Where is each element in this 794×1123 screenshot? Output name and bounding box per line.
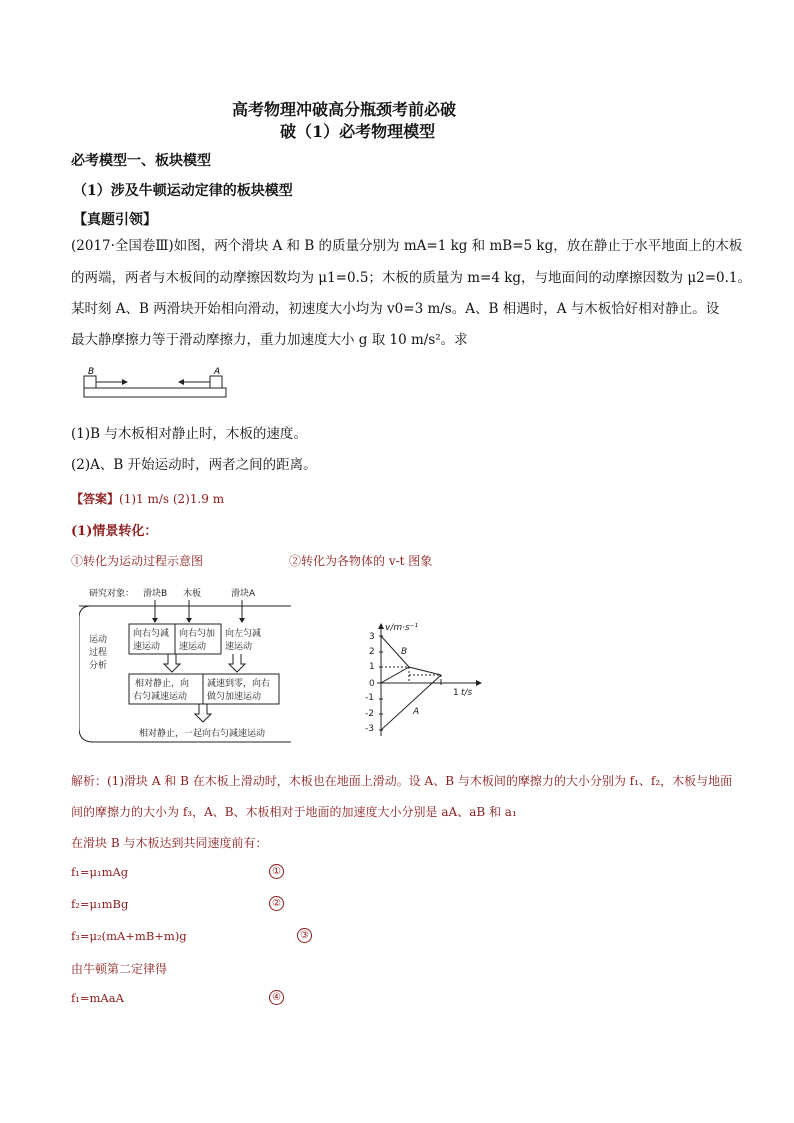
block-b-label: B: [88, 367, 95, 377]
question-1: (1)B 与木板相对静止时，木板的速度。: [71, 426, 307, 442]
answer-line: [71, 490, 224, 507]
equation-3-number: ③: [297, 928, 312, 943]
mid-right-1: 减速到零，向右: [207, 679, 271, 689]
before-common-speed: 在滑块 B 与木板达到共同速度前有：: [71, 836, 268, 850]
equation-2-number: ②: [269, 896, 284, 911]
subsection-heading: （1）涉及牛顿运动定律的板块模型: [73, 183, 293, 199]
title-line-1: 高考物理冲破高分瓶颈考前必破: [232, 100, 457, 119]
board-figure: [82, 365, 232, 405]
vt-ytick-1: 1: [369, 662, 375, 672]
mid-left-2: 右匀减速运动: [133, 692, 188, 702]
vt-line-b: [381, 636, 441, 675]
answer-text: (1)1 m/s (2)1.9 m: [119, 492, 225, 506]
side-label-2: 过程: [89, 648, 108, 658]
board-move-1: 向右匀加: [179, 629, 216, 639]
answer-tag: 【答案】: [71, 492, 120, 506]
vt-graph: [349, 620, 499, 740]
vt-ylabel: v/m·s⁻¹: [385, 623, 419, 633]
problem-line-2: 的两端，两者与木板间的动摩擦因数均为 μ1=0.5；木板的质量为 m=4 kg，与地面间的动摩擦因数为 μ2=0.1。: [71, 270, 751, 286]
b-move-1: 向右匀减: [133, 629, 170, 639]
problem-line-4: 最大静摩擦力等于滑动摩擦力，重力加速度大小 g 取 10 m/s²。求: [71, 332, 468, 348]
vt-ytick-3: 3: [369, 632, 375, 642]
equation-1: f₁=μ₁mAg: [71, 865, 129, 879]
block-a-label: A: [214, 367, 221, 377]
col-b-label: 滑块B: [143, 589, 168, 599]
board-move-2: 速运动: [179, 642, 207, 652]
equation-3: f₃=μ₂(mA+mB+m)g: [71, 929, 187, 943]
analysis-line-1: 解析：(1)滑块 A 和 B 在木板上滑动时，木板也在地面上滑动。设 A、B 与木板间的摩擦力的大小分别为 f₁、f₂，木板与地面: [71, 774, 733, 788]
vt-ytick-m1: -1: [365, 693, 374, 703]
scene-heading: (1)情景转化：: [71, 524, 158, 539]
vt-xtick-1: 1: [453, 688, 459, 698]
motion-process-diagram: [79, 582, 309, 747]
vt-label-b: B: [401, 647, 408, 657]
problem-line-1: (2017·全国卷Ⅲ)如图，两个滑块 A 和 B 的质量分别为 mA=1 kg 和 mB=5 kg，放在静止于水平地面上的木板: [71, 238, 743, 254]
section-heading: 必考模型一、板块模型: [71, 153, 211, 169]
research-label: 研究对象：: [89, 589, 135, 599]
a-move-1: 向左匀减: [225, 629, 262, 639]
mid-right-2: 做匀加速运动: [207, 692, 262, 702]
question-2: (2)A、B 开始运动时，两者之间的距离。: [71, 457, 317, 473]
vt-ytick-0: 0: [369, 679, 375, 689]
side-label-3: 分析: [89, 661, 108, 671]
problem-line-3: 某时刻 A、B 两滑块开始相向滑动，初速度大小均为 v0=3 m/s。A、B 相遇时，A 与木板恰好相对静止。设: [71, 301, 720, 317]
mid-left-1: 相对静止，向: [135, 679, 190, 689]
zhenti-heading: 【真题引领】: [73, 212, 157, 228]
a-move-2: 速运动: [225, 642, 253, 652]
equation-2: f₂=μ₁mBg: [71, 897, 129, 911]
newton-second-law: 由牛顿第二定律得: [71, 962, 168, 976]
vt-label-a: A: [413, 707, 420, 717]
title-line-2: 破（1）必考物理模型: [280, 122, 436, 141]
step-2-label: ②转化为各物体的 v-t 图象: [289, 554, 433, 568]
vt-ytick-2: 2: [369, 647, 375, 657]
equation-4-number: ④: [269, 990, 284, 1005]
vt-line-board: [381, 667, 409, 683]
col-board-label: 木板: [183, 589, 202, 599]
vt-ytick-m2: -2: [365, 709, 374, 719]
b-move-2: 速运动: [133, 642, 161, 652]
equation-4: f₁=mAaA: [71, 991, 124, 1005]
final-text: 相对静止，一起向右匀减速运动: [139, 729, 266, 739]
side-label-1: 运动: [89, 635, 108, 645]
step-1-label: ①转化为运动过程示意图: [71, 554, 204, 568]
vt-ytick-m3: -3: [365, 724, 374, 734]
analysis-line-2: 间的摩擦力的大小为 f₃，A、B、木板相对于地面的加速度大小分别是 aA、aB 和 a₁: [71, 805, 517, 819]
vt-xlabel: t/s: [461, 688, 473, 698]
col-a-label: 滑块A: [231, 589, 256, 599]
equation-1-number: ①: [269, 864, 284, 879]
